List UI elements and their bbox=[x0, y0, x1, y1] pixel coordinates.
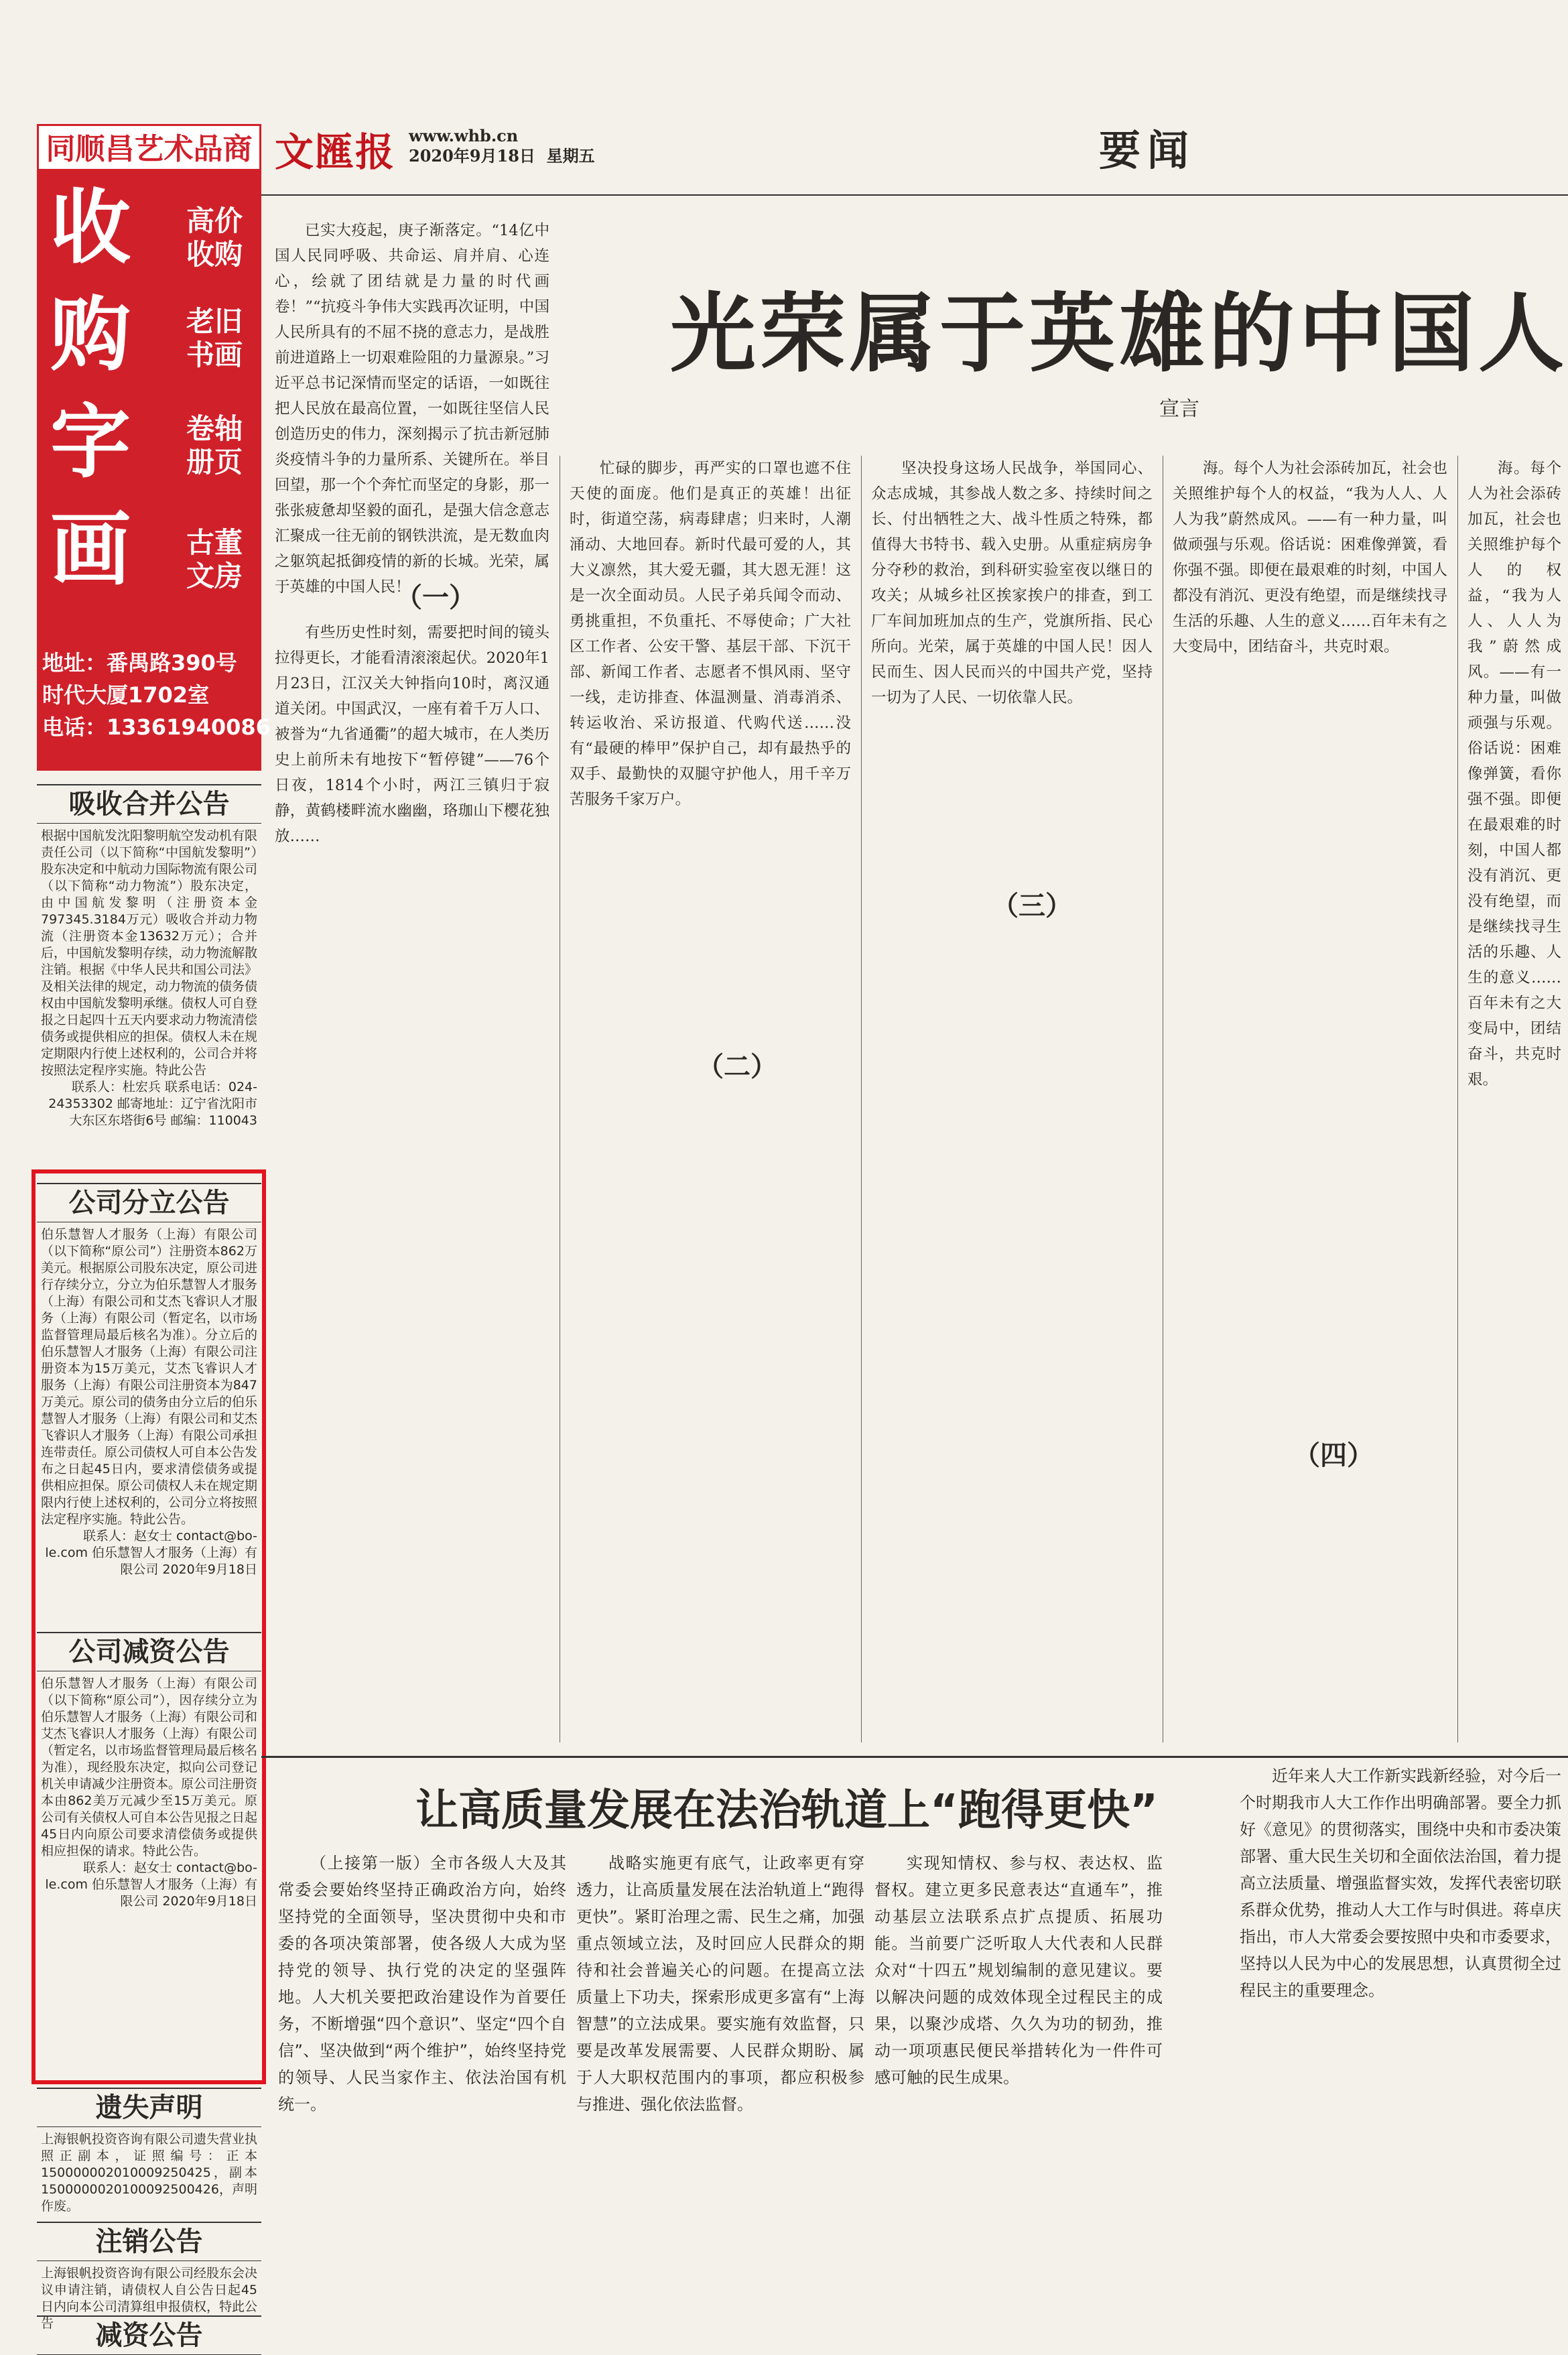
article-column-1b: 有些历史性时刻，需要把时间的镜头拉得更长，才能看清滚滚起伏。2020年1月23日，江汉关大钟指向10时，离汉通道关闭。中国武汉，一座有着千万人口、被誉为“九省通衢”的超大城市，在人类历史上前所未有地按下“暂停键”——76个日夜，1814个小时，两江三镇归于寂静，黄鹤楼畔流水幽幽，珞珈山下樱花独放…… bbox=[275, 624, 549, 845]
masthead-rule bbox=[261, 194, 1568, 196]
subhead-1: （一） bbox=[395, 582, 476, 613]
column-divider bbox=[1457, 456, 1458, 1742]
newspaper-logo: 文匯报 bbox=[275, 129, 396, 175]
notice-merger bbox=[37, 784, 261, 1173]
art-shop-ad bbox=[37, 124, 271, 771]
highlight-box bbox=[31, 1169, 266, 2084]
site-url: www.whb.cn bbox=[409, 126, 519, 145]
article-column-4: 海。每个人为社会添砖加瓦，社会也关照维护每个人的权益，“我为人人、人人为我”蔚然成风。——有一种力量，叫做顽强与乐观。俗话说：困难像弹簧，看你强不强。即便在最艰难的时刻，中国人都没有消沉、更没有绝望，而是继续找寻生活的乐趣、人生的意义……百年未有之大变局中，团结奋斗，共克时艰。 bbox=[1173, 460, 1447, 655]
notice-title: 吸收合并公告 bbox=[37, 784, 261, 824]
section-divider bbox=[261, 1756, 1568, 1758]
ad-big-char-2: 购 bbox=[50, 288, 131, 382]
ad-big-char-4: 画 bbox=[50, 502, 131, 596]
ad-tag-4: 古董文房 bbox=[186, 526, 243, 592]
subhead-2: （二） bbox=[697, 1051, 777, 1082]
ad-tag-3: 卷轴册页 bbox=[186, 412, 243, 479]
notice-title: 遗失声明 bbox=[37, 2088, 261, 2127]
article-column-1a: 已实大疫起，庚子渐落定。“14亿中国人民同呼吸、共命运、肩并肩、心连心，绘就了团结就是力量的时代画卷！”“抗疫斗争伟大实践再次证明，中国人民所具有的不屈不挠的意志力，是战胜前进道路上一切艰难险阻的力量源泉。”习近平总书记深情而坚定的话语，一如既往把人民放在最高位置，一如既往坚信人民创造历史的伟力，深刻揭示了抗击新冠肺炎疫情斗争的力量所系、关键所在。举目回望，那一个个奔忙而坚定的身影，那一张张疲惫却坚毅的面孔，是强大信念意志汇聚成一往无前的钢铁洪流，是无数血肉之躯筑起抵御疫情的新的长城。光荣，属于英雄的中国人民！ bbox=[275, 222, 549, 596]
ad-address: 地址：番禺路390号 时代大厦1702室 电话：13361940086 bbox=[42, 650, 271, 740]
article2-headline: 让高质量发展在法治轨道上“跑得更快” bbox=[415, 1786, 1159, 1836]
subhead-4: （四） bbox=[1293, 1440, 1374, 1471]
article-headline: 光荣属于英雄的中国人 bbox=[670, 284, 1568, 384]
issue-meta bbox=[409, 126, 595, 166]
issue-date: 2020年9月18日 星期五 bbox=[409, 146, 595, 166]
article2-column-1: （上接第一版）全市各级人大及其常委会要始终坚持正确政治方向，始终坚持党的全面领导，坚决贯彻中央和市委的各项决策部署，使各级人大成为坚持党的领导、执行党的决定的坚强阵地。人大机关要把政治建设作为首要任务，不断增强“四个意识”、坚定“四个自信”、坚决做到“两个维护”，始终坚持党的领导、人民当家作主、依法治国有机统一。 bbox=[278, 1854, 566, 2114]
notice-body: 上海银帆投资咨询有限公司遗失营业执照正副本，证照编号：正本150000002010009250425，副本1500000020100092500426，声明作废。 bbox=[41, 2132, 258, 2214]
ad-big-char-3: 字 bbox=[50, 395, 131, 489]
article-column-2: 忙碌的脚步，再严实的口罩也遮不住天使的面庞。他们是真正的英雄！出征时，街道空荡，病毒肆虐；归来时，人潮涌动、大地回春。新时代最可爱的人，其大义凛然，其大爱无疆，其大恩无涯！这是一次全面动员。人民子弟兵闻令而动、勇挑重担，不负重托、不辱使命；广大社区工作者、公安干警、基层干部、下沉干部、新闻工作者、志愿者不惧风雨、坚守一线，走访排查、体温测量、消毒消杀、转运收治、采访报道、代购代送……没有“最硬的棒甲”保护自己，却有最热乎的双手、最勤快的双腿守护他人，用千辛万苦服务千家万户。 bbox=[570, 460, 851, 808]
section-title: 要闻 bbox=[1099, 126, 1196, 175]
notice-title: 公司分立公告 bbox=[37, 1183, 261, 1222]
notice-signature: 联系人：赵女士 contact@bo-le.com 伯乐慧智人才服务（上海）有限公司 2020年9月18日 bbox=[45, 1529, 257, 1577]
notice-title: 减资公告 bbox=[37, 2315, 261, 2355]
notice-deregistration bbox=[37, 2222, 261, 2331]
notice-lost bbox=[37, 2088, 261, 2218]
ad-shop-name: 同顺昌艺术品商行 bbox=[37, 124, 261, 171]
ad-big-char-1: 收 bbox=[50, 180, 131, 275]
classified-column bbox=[37, 124, 271, 2351]
notice-body: 根据中国航发沈阳黎明航空发动机有限责任公司（以下简称“中国航发黎明”）股东决定和中航动力国际物流有限公司（以下简称“动力物流”）股东决定，由中国航发黎明（注册资本金797345.3184万元）吸收合并动力物流（注册资本金13632万元）；合并后，中国航发黎明存续，动力物流解散注销。根据《中华人民共和国公司法》及相关法律的规定，动力物流的债务债权由中国航发黎明承继。债权人可自登报之日起四十五天内要求动力物流清偿债务或提供相应的担保。债权人未在规定期限内行使上述权利的，公司合并将按照法定程序实施。特此公告 bbox=[41, 828, 258, 1078]
notice-body: 伯乐慧智人才服务（上海）有限公司（以下简称“原公司”）注册资本862万美元。根据原公司股东决定，原公司进行存续分立，分立为伯乐慧智人才服务（上海）有限公司和艾杰飞睿识人才服务（上海）有限公司（暂定名，以市场监督管理局最后核名为准）。分立后的伯乐慧智人才服务（上海）有限公司注册资本为15万美元，艾杰飞睿识人才服务（上海）有限公司注册资本为847万美元。原公司的债务由分立后的伯乐慧智人才服务（上海）有限公司和艾杰飞睿识人才服务（上海）有限公司承担连带责任。原公司债权人可自本公告发布之日起45日内，要求清偿债务或提供相应担保。原公司债权人未在规定期限内行使上述权利的，公司分立将按照法定程序实施。特此公告。 bbox=[41, 1227, 258, 1527]
ad-tag-1: 高价收购 bbox=[186, 204, 243, 271]
article-column-3: 坚决投身这场人民战争，举国同心、众志成城，其参战人数之多、持续时间之长、付出牺牲之大、战斗性质之特殊，都值得大书特书、载入史册。从重症病房争分夺秒的救治，到科研实验室夜以继日的攻关；从城乡社区挨家挨户的排查，到工厂车间加班加点的生产，党旗所指、民心所向。光荣，属于英雄的中国人民！因人民而生、因人民而兴的中国共产党，坚持一切为了人民、一切依靠人民。 bbox=[871, 460, 1153, 706]
column-divider bbox=[861, 456, 862, 1742]
notice-capital-reduction-2 bbox=[37, 2315, 261, 2352]
article-byline: 宣言 bbox=[1159, 397, 1199, 421]
subhead-3: （三） bbox=[992, 890, 1072, 921]
notice-signature: 联系人：杜宏兵 联系电话：024-24353302 邮寄地址：辽宁省沈阳市大东区东塔街6号 邮编：110043 bbox=[48, 1080, 257, 1128]
article-column-5: 海。每个人为社会添砖加瓦，社会也关照维护每个人的权益，“我为人人、人人为我”蔚然成风。——有一种力量，叫做顽强与乐观。俗话说：困难像弹簧，看你强不强。即便在最艰难的时刻，中国人都没有消沉、更没有绝望，而是继续找寻生活的乐趣、人生的意义……百年未有之大变局中，团结奋斗，共克时艰。 bbox=[1467, 460, 1561, 1088]
notice-body: 上海银帆投资咨询有限公司经股东会决议申请注销，请债权人自公告日起45日内向本公司清算组申报债权，特此公告 bbox=[41, 2266, 258, 2331]
notice-signature: 联系人：赵女士 contact@bo-le.com 伯乐慧智人才服务（上海）有限公司 2020年9月18日 bbox=[45, 1860, 257, 1909]
notice-title: 注销公告 bbox=[37, 2222, 261, 2261]
article2-column-4: 近年来人大工作新实践新经验，对今后一个时期我市人大工作作出明确部署。要全力抓好《意见》的贯彻落实，围绕中央和市委决策部署、重大民生关切和全面依法治国，着力提高立法质量、增强监督实效，发挥代表密切联系群众优势，推动人大工作与时俱进。蒋卓庆指出，市人大常委会要按照中央和市委要求，坚持以人民为中心的发展思想，认真贯彻全过程民主的重要理念。 bbox=[1240, 1767, 1561, 2000]
article2-column-3: 实现知情权、参与权、表达权、监督权。建立更多民意表达“直通车”，推动基层立法联系点扩点提质、拓展功能。当前要广泛听取人大代表和人民群众对“十四五”规划编制的意见建议。要以解决问题的成效体现全过程民主的成果，以聚沙成塔、久久为功的韧劲，推动一项项惠民便民举措转化为一件件可感可触的民生成果。 bbox=[874, 1854, 1163, 2087]
ad-tag-2: 老旧书画 bbox=[186, 305, 243, 371]
notice-body: 伯乐慧智人才服务（上海）有限公司（以下简称“原公司”），因存续分立为伯乐慧智人才服务（上海）有限公司和艾杰飞睿识人才服务（上海）有限公司（暂定名，以市场监督管理局最后核名为准），现经股东决定，拟向公司登记机关申请减少注册资本。原公司注册资本由862美万元减少至15万美元。原公司有关债权人可自本公告见报之日起45日内向原公司要求清偿债务或提供相应担保的请求。特此公告。 bbox=[41, 1676, 258, 1858]
notice-title: 公司减资公告 bbox=[37, 1632, 261, 1671]
article2-column-2: 战略实施更有底气，让政率更有穿透力，让高质量发展在法治轨道上“跑得更快”。紧盯治理之需、民生之痛，加强重点领域立法，及时回应人民群众的期待和社会普遍关心的问题。在提高立法质量上下功夫，探索形成更多富有“上海智慧”的立法成果。要实施有效监督，只要是改革发展需要、人民群众期盼、属于人大职权范围内的事项，都应积极参与推进、强化依法监督。 bbox=[576, 1854, 864, 2114]
